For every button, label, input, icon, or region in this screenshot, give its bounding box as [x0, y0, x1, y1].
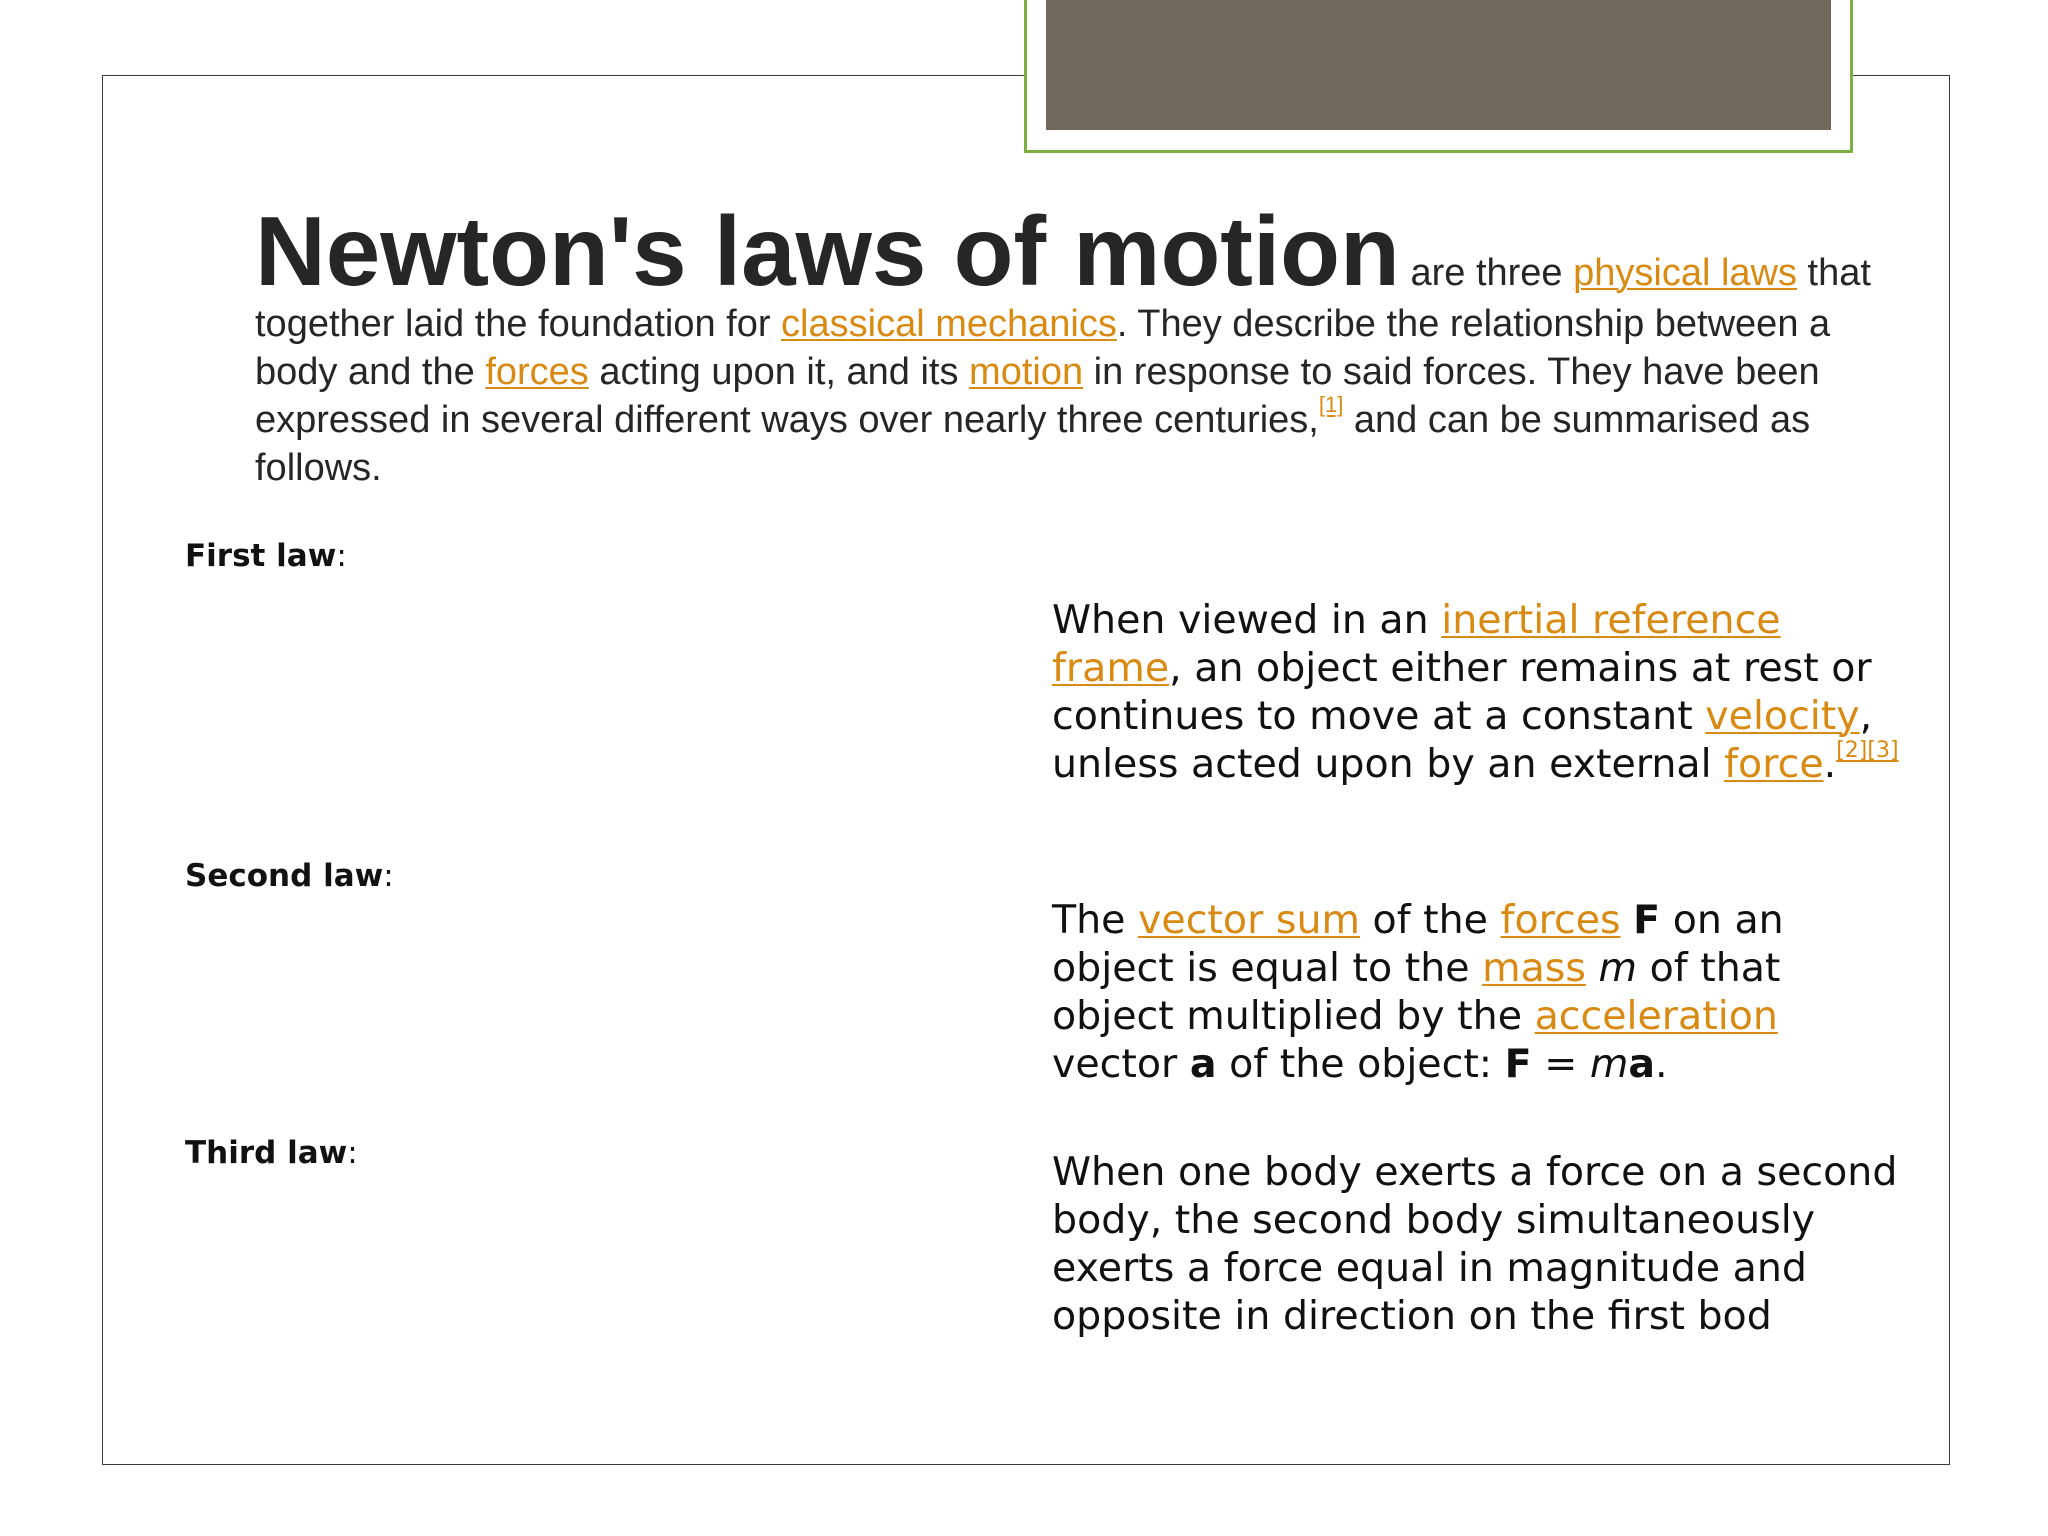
symbol-mass: m	[1598, 945, 1638, 991]
link-forces-second-law[interactable]: forces	[1500, 897, 1621, 943]
law-text-span: .	[1823, 741, 1837, 787]
equation-equals: =	[1531, 1041, 1590, 1087]
law-text-span	[1586, 945, 1599, 991]
third-law-text: When one body exerts a force on a second body, the second body simultaneously exerts a force equal in magnitude and opposite in direction on the first bod	[1052, 1149, 1898, 1339]
intro-text: . They describe the relationship between a body and the	[255, 303, 1831, 393]
law-text-span: , unless acted upon by an external	[1052, 693, 1873, 787]
label-colon: :	[347, 1135, 358, 1171]
reference-1-link[interactable]: [1]	[1318, 392, 1344, 417]
symbol-acceleration: a	[1189, 1041, 1217, 1087]
equation-force: F	[1504, 1041, 1532, 1087]
law-text-span: , an object either remains at rest or continues to move at a constant	[1052, 645, 1872, 739]
reference-2-link[interactable]: [2]	[1836, 738, 1868, 763]
link-inertial-reference-frame[interactable]: inertial reference frame	[1052, 597, 1781, 691]
link-physical-laws[interactable]: physical laws	[1573, 252, 1797, 294]
equation-acceleration: a	[1628, 1041, 1656, 1087]
law-text-span: of the object:	[1216, 1041, 1505, 1087]
reference-3-link[interactable]: [3]	[1867, 738, 1899, 763]
decorative-header-block	[1024, 0, 1853, 153]
link-velocity[interactable]: velocity	[1705, 693, 1860, 739]
second-law-text	[1052, 896, 1902, 1088]
law-text-span: of that object multiplied by the	[1052, 945, 1781, 1039]
intro-text: and can be summarised as follows.	[255, 399, 1811, 489]
law-text-span: on an object is equal to the	[1052, 897, 1784, 991]
page-title: Newton's laws of motion	[255, 196, 1400, 306]
law-text-span: vector	[1052, 1041, 1190, 1087]
second-law-label-text: Second law	[185, 858, 384, 894]
link-forces[interactable]: forces	[485, 351, 589, 393]
first-law-text	[1052, 596, 1902, 788]
intro-text: acting upon it, and its	[588, 351, 970, 393]
intro-paragraph	[255, 196, 1875, 492]
link-force[interactable]: force	[1724, 741, 1824, 787]
decorative-header-fill	[1046, 0, 1831, 130]
first-law-label-text: First law	[185, 538, 337, 574]
label-colon: :	[383, 858, 394, 894]
third-law-label-text: Third law	[185, 1135, 348, 1171]
link-acceleration[interactable]: acceleration	[1534, 993, 1778, 1039]
intro-text: that	[1797, 252, 1871, 294]
link-classical-mechanics[interactable]: classical mechanics	[781, 303, 1117, 345]
law-text-span	[1621, 897, 1634, 943]
intro-first-line	[255, 196, 1875, 306]
law-text-span: .	[1655, 1041, 1668, 1087]
symbol-force: F	[1633, 897, 1661, 943]
link-mass[interactable]: mass	[1482, 945, 1586, 991]
first-law-label	[185, 538, 347, 574]
intro-text: in response to said forces. They have been expressed in several different ways over nearly three centuries,	[255, 351, 1820, 441]
label-colon: :	[336, 538, 347, 574]
link-vector-sum[interactable]: vector sum	[1138, 897, 1360, 943]
law-text-span: The	[1052, 897, 1139, 943]
link-motion[interactable]: motion	[969, 351, 1084, 393]
third-law-label	[185, 1135, 358, 1171]
law-text-span: of the	[1359, 897, 1501, 943]
law-text-span: When viewed in an	[1052, 597, 1442, 643]
intro-text: are three	[1399, 252, 1574, 294]
second-law-label	[185, 858, 394, 894]
intro-text: together laid the foundation for	[255, 303, 782, 345]
equation-mass: m	[1589, 1041, 1629, 1087]
